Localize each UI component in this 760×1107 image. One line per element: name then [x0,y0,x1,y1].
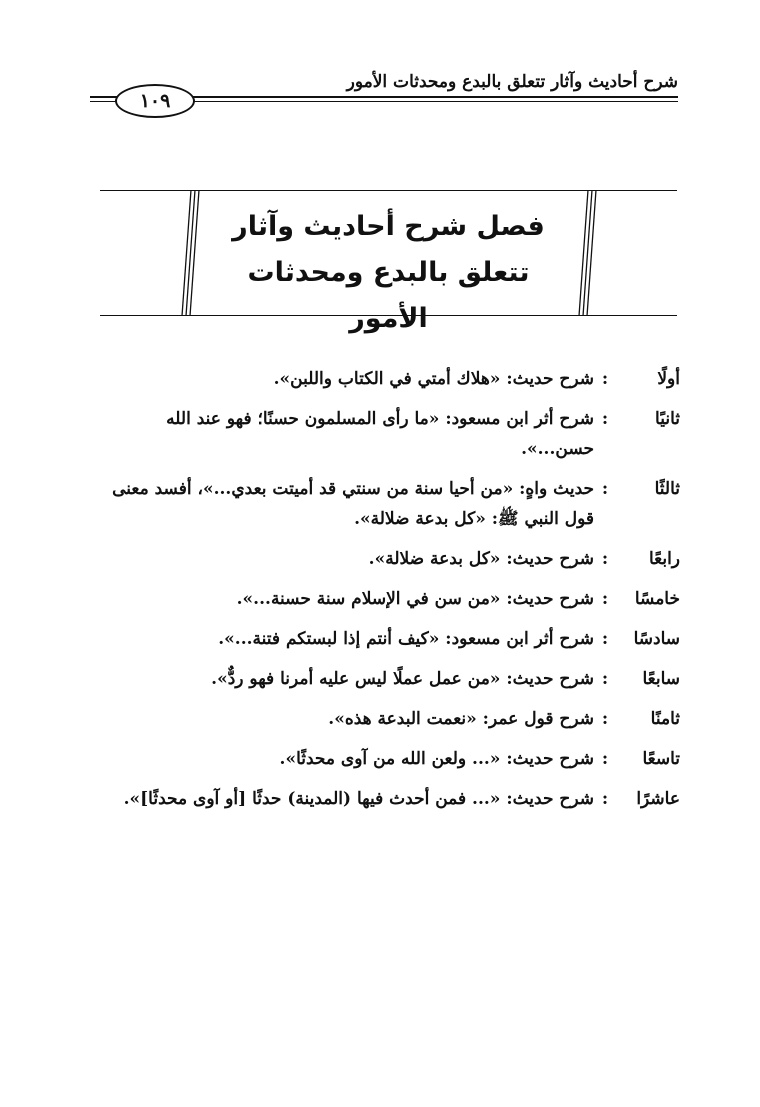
item-ordinal: سادسًا [633,629,680,649]
list-item [98,704,680,734]
item-text: شرح حديث: «... ولعن الله من آوى محدثًا». [279,749,594,769]
chapter-title-line-1: فصل شرح أحاديث وآثار [232,211,545,242]
list-item [98,784,680,814]
item-ordinal: أولًا [657,369,680,389]
contents-list [98,364,680,824]
list-item [98,624,680,654]
running-header-title: شرح أحاديث وآثار تتعلق بالبدع ومحدثات الأمور [346,72,678,92]
item-colon: : [601,589,609,609]
item-text: حديث واهٍ: «من أحيا سنة من سنتي قد أميتت بعدي...»، أفسد معنى قول النبي ﷺ: «كل بدعة ضلالة». [112,479,594,529]
item-text: شرح أثر ابن مسعود: «ما رأى المسلمون حسنًا؛ فهو عند الله حسن...». [166,409,594,459]
list-item [98,404,680,464]
chapter-title [210,204,567,342]
title-frame-left-ornament [180,190,200,316]
chapter-title-line-2: تتعلق بالبدع ومحدثات الأمور [247,257,530,334]
item-ordinal: تاسعًا [642,749,680,769]
item-colon: : [601,369,609,389]
item-ordinal: ثالثًا [654,479,680,499]
item-ordinal: ثانيًا [655,409,680,429]
item-text: شرح حديث: «هلاك أمتي في الكتاب واللبن». [273,369,594,389]
item-text: شرح قول عمر: «نعمت البدعة هذه». [328,709,594,729]
item-text: شرح حديث: «من سن في الإسلام سنة حسنة...». [236,589,594,609]
item-text: شرح حديث: «من عمل عملًا ليس عليه أمرنا فهو ردٌّ». [211,669,594,689]
item-text: شرح حديث: «... فمن أحدث فيها (المدينة) حدثًا [أو آوى محدثًا]». [123,789,594,809]
chapter-title-frame [100,190,677,334]
item-ordinal: رابعًا [648,549,680,569]
item-colon: : [601,479,609,499]
item-colon: : [601,549,609,569]
item-colon: : [601,749,609,769]
item-ordinal: ثامنًا [650,709,680,729]
list-item [98,744,680,774]
item-text: شرح حديث: «كل بدعة ضلالة». [368,549,594,569]
item-text: شرح أثر ابن مسعود: «كيف أنتم إذا لبستكم فتنة...». [218,629,594,649]
item-colon: : [601,789,609,809]
list-item [98,664,680,694]
item-colon: : [601,709,609,729]
item-ordinal: عاشرًا [636,789,680,809]
item-colon: : [601,629,609,649]
list-item [98,364,680,394]
item-colon: : [601,409,609,429]
item-ordinal: سابعًا [642,669,680,689]
list-item [98,544,680,574]
item-ordinal: خامسًا [634,589,680,609]
list-item [98,584,680,614]
list-item [98,474,680,534]
page-number: ١٠٩ [115,84,195,118]
title-frame-right-ornament [577,190,597,316]
item-colon: : [601,669,609,689]
